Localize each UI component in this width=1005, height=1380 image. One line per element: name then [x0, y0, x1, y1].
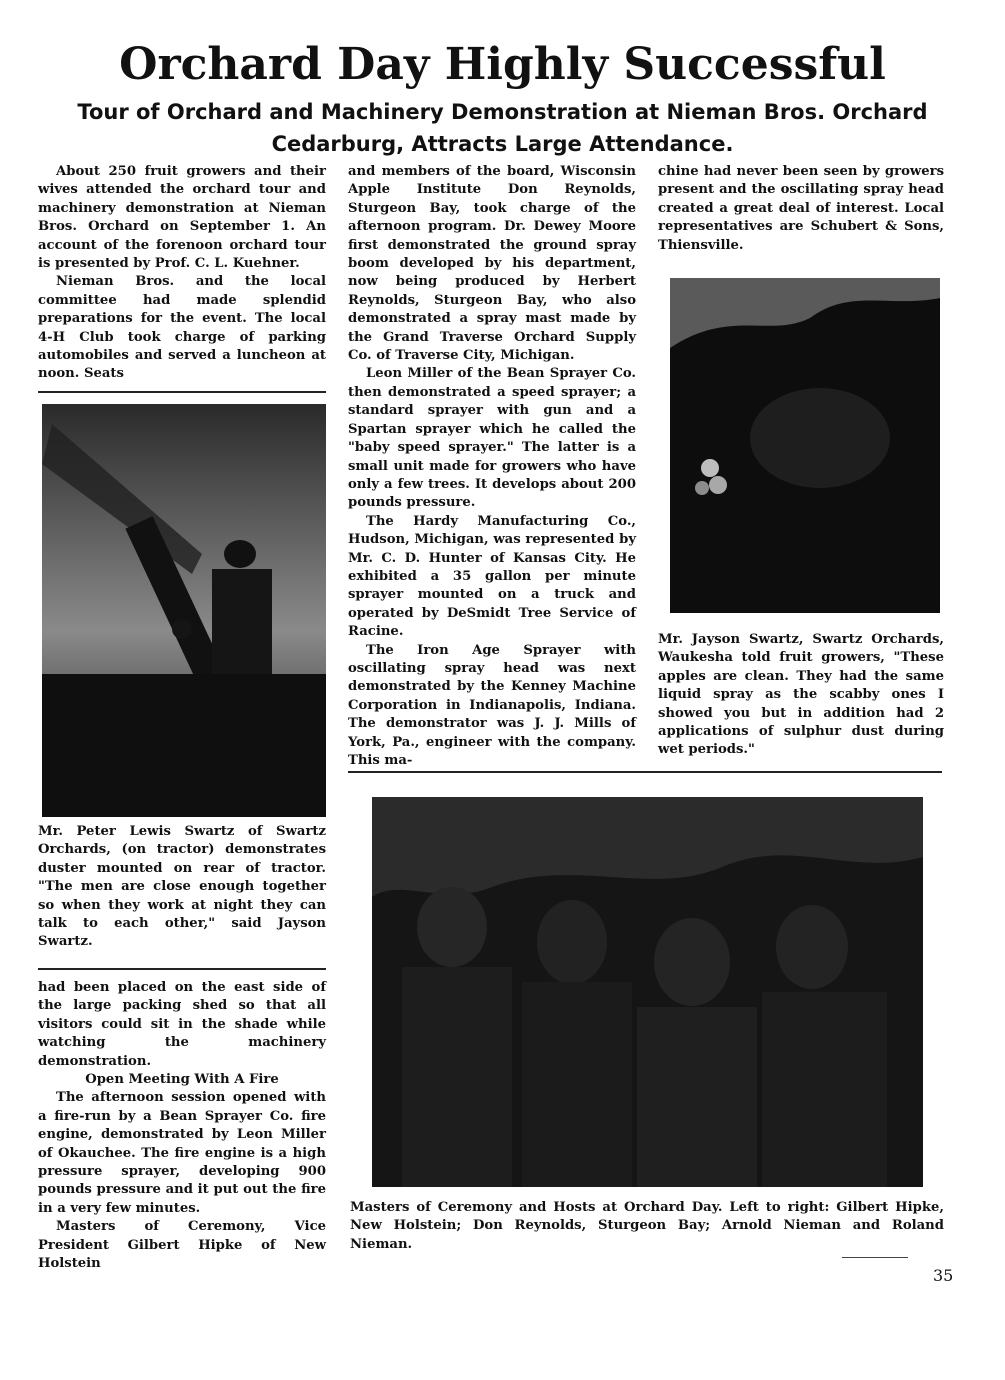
group-photo — [372, 797, 923, 1187]
paragraph: Masters of Ceremony, Vice President Gilbert Hipke of New Holstein — [38, 1219, 326, 1272]
short-rule — [842, 1257, 908, 1258]
tractor-caption: Mr. Peter Lewis Swartz of Swartz Orchards, (on tractor) demonstrates duster mounted on rear of tractor. "The men are close enough together so when they work at night they can talk to each other," said Jayson Swartz. — [38, 824, 326, 950]
divider — [38, 968, 326, 970]
paragraph: and members of the board, Wisconsin Apple Institute Don Reynolds, Sturgeon Bay, took charge of the afternoon program. Dr. Dewey Moore first demonstrated the ground spray boom developed by his department, now being produced by Herbert Reynolds, Sturgeon Bay, who also demonstrated a spray mast made by the Grand Traverse Orchard Supply Co. of Traverse City, Michigan. — [348, 164, 636, 364]
page-number: 35 — [933, 1266, 954, 1285]
group-caption: Masters of Ceremony and Hosts at Orchard Day. Left to right: Gilbert Hipke, New Holstein; Don Reynolds, Sturgeon Bay; Arnold Nieman and Roland Nieman. — [350, 1200, 944, 1252]
subheadline: Tour of Orchard and Machinery Demonstration at Nieman Bros. Orchard Cedarburg, Attracts Large Attendance. — [77, 100, 928, 156]
tractor-duster-photo — [42, 404, 326, 817]
paragraph: had been placed on the east side of the large packing shed so that all visitors could sit in the shade while watching the machinery demonstration. — [38, 980, 326, 1069]
tractor-duster-image — [42, 404, 326, 817]
paragraph: Nieman Bros. and the local committee had made splendid preparations for the event. The local 4-H Club took charge of parking automobiles and served a luncheon at noon. Seats — [38, 274, 326, 382]
headline: Orchard Day Highly Successful — [119, 39, 886, 90]
column-3-top — [658, 163, 944, 255]
apples-caption: Mr. Jayson Swartz, Swartz Orchards, Waukesha told fruit growers, "These apples are clean. They had the same liquid spray as the scabby ones I showed you but in addition had 2 applications of sulphur dust during wet periods." — [658, 632, 944, 758]
divider — [38, 391, 326, 393]
paragraph: The afternoon session opened with a fire-run by a Bean Sprayer Co. fire engine, demonstrated by Leon Miller of Okauchee. The fire engine is a high pressure sprayer, developing 900 pounds pressure and it put out the fire in a very few minutes. — [38, 1090, 326, 1216]
apples-photo — [670, 278, 940, 613]
column-2 — [348, 163, 636, 770]
paragraph: chine had never been seen by growers present and the oscillating spray head created a great deal of interest. Local representatives are Schubert & Sons, Thiensville. — [658, 164, 944, 253]
paragraph: The Iron Age Sprayer with oscillating spray head was next demonstrated by the Kenney Machine Corporation in Indianapolis, Indiana. The demonstrator was J. J. Mills of York, Pa., engineer with the company. This ma- — [348, 642, 636, 768]
open-meeting-heading: Open Meeting With A Fire — [85, 1072, 279, 1088]
divider — [348, 771, 942, 773]
paragraph: Leon Miller of the Bean Sprayer Co. then demonstrated a speed sprayer; a standard sprayer with gun and a Spartan sprayer which he called the "baby speed sprayer." The latter is a small unit made for growers who have only a few trees. It develops about 200 pounds pressure. — [348, 366, 636, 511]
apples-image — [670, 278, 940, 613]
group-image — [372, 797, 923, 1187]
paragraph: About 250 fruit growers and their wives attended the orchard tour and machinery demonstration at Nieman Bros. Orchard on September 1. An account of the forenoon orchard tour is presented by Prof. C. L. Kuehner. — [38, 164, 326, 272]
paragraph: The Hardy Manufacturing Co., Hudson, Michigan, was represented by Mr. C. D. Hunter of Kansas City. He exhibited a 35 gallon per minute sprayer mounted on a truck and operated by DeSmidt Tree Service of Racine. — [348, 513, 636, 640]
column-1-bottom — [38, 979, 326, 1274]
column-1-top — [38, 163, 326, 384]
